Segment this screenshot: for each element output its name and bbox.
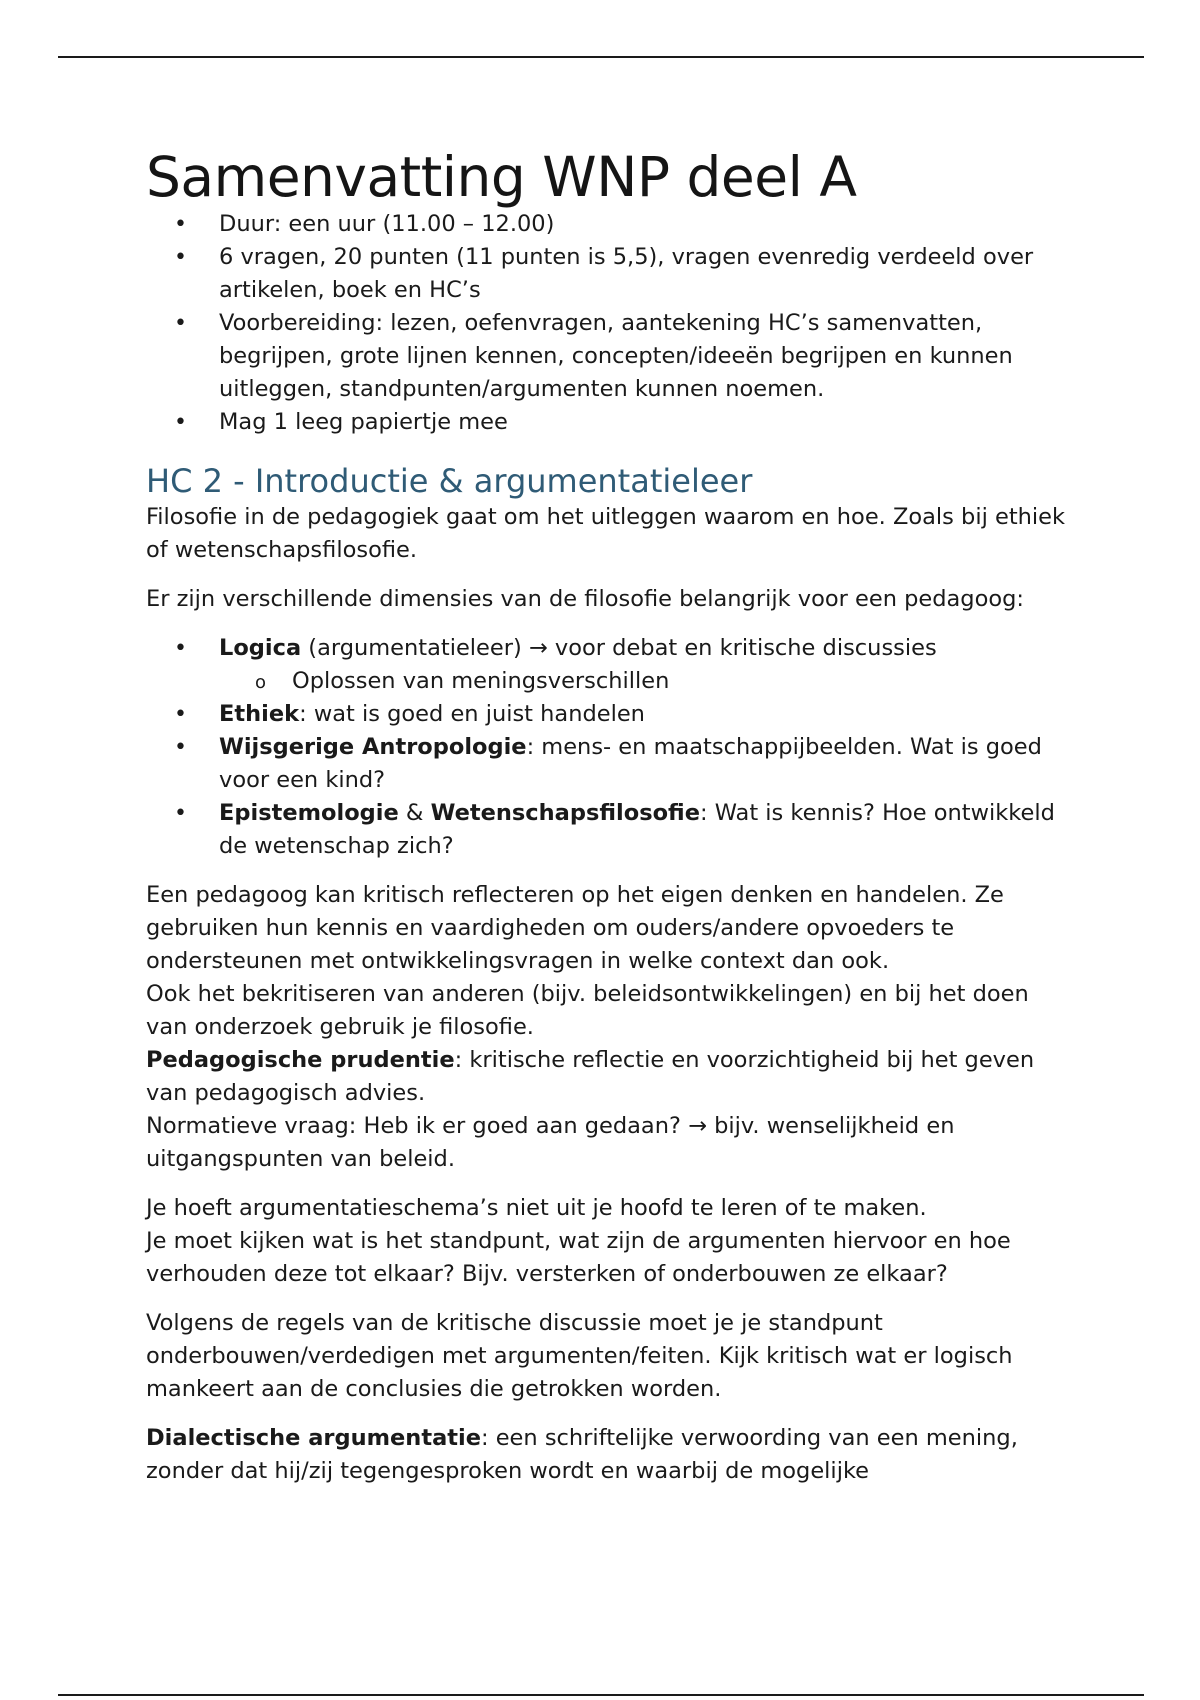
- paragraph-dialectisch: [146, 1422, 1076, 1488]
- paragraph: Ook het bekritiseren van anderen (bijv. beleidsontwikkelingen) en bij het doen van onderzoek gebruik je filosofie.: [146, 981, 1029, 1040]
- page-title: Samenvatting WNP deel A: [146, 145, 857, 209]
- term-antropologie-text: : mens- en maatschappijbeelden. Wat is goed voor een kind?: [219, 734, 1042, 793]
- paragraph: Je moet kijken wat is het standpunt, wat zijn de argumenten hiervoor en hoe verhouden deze tot elkaar? Bijv. versterken of onderbouwen ze elkaar?: [146, 1228, 1011, 1287]
- paragraph: Er zijn verschillende dimensies van de filosofie belangrijk voor een pedagoog:: [146, 586, 1024, 612]
- list-item-epistemologie: [174, 797, 1076, 863]
- intro-list: [174, 208, 1076, 439]
- list-item: • 6 vragen, 20 punten (11 punten is 5,5), vragen evenredig verdeeld over artikelen, boek en HC’s: [174, 241, 1076, 307]
- term-dialectisch: Dialectische argumentatie: [146, 1425, 481, 1451]
- list-item-antropologie: [174, 731, 1076, 797]
- term-ethiek-text: : wat is goed en juist handelen: [299, 701, 645, 727]
- term-ethiek: Ethiek: [219, 701, 300, 727]
- paragraph: Je hoeft argumentatieschema’s niet uit je hoofd te leren of te maken.: [146, 1195, 927, 1221]
- paragraph-prudentie: [146, 1044, 1076, 1110]
- list-item: • Mag 1 leeg papiertje mee: [174, 406, 1076, 439]
- term-epistemologie: Epistemologie: [219, 800, 399, 826]
- term-logica-text: (argumentatieleer) → voor debat en kritische discussies: [301, 635, 937, 661]
- dimensions-list: [174, 632, 1076, 863]
- term-prudentie: Pedagogische prudentie: [146, 1047, 455, 1073]
- sub-list-item: o Oplossen van meningsverschillen: [247, 665, 1076, 698]
- list-item-logica: [174, 632, 1076, 698]
- document-body: [146, 146, 1076, 1488]
- list-item: • Voorbereiding: lezen, oefenvragen, aantekening HC’s samenvatten, begrijpen, grote lijnen kennen, concepten/ideeën begrijpen en kunnen uitleggen, standpunten/argumenten kunnen noemen.: [174, 307, 1076, 406]
- footer-rule: [58, 1694, 1144, 1696]
- section-heading: HC 2 - Introductie & argumentatieleer: [146, 462, 753, 500]
- paragraph: Normatieve vraag: Heb ik er goed aan gedaan? → bijv. wenselijkheid en uitgangspunten van beleid.: [146, 1113, 955, 1172]
- logica-sublist: [219, 665, 1076, 698]
- term-epistemologie-text: : Wat is kennis? Hoe ontwikkeld de wetenschap zich?: [219, 800, 1055, 859]
- header-rule: [58, 56, 1144, 58]
- term-dialectisch-text: : een schriftelijke verwoording van een mening, zonder dat hij/zij tegengesproken wordt en waarbij de mogelijke: [146, 1425, 1018, 1484]
- list-item: • Duur: een uur (11.00 – 12.00): [174, 208, 1076, 241]
- ampersand: &: [398, 800, 431, 826]
- list-item-ethiek: [174, 698, 1076, 731]
- paragraph: Een pedagoog kan kritisch reflecteren op het eigen denken en handelen. Ze gebruiken hun kennis en vaardigheden om ouders/andere opvoeders te ondersteunen met ontwikkelingsvragen in welke context dan ook.: [146, 882, 1004, 974]
- paragraph: Volgens de regels van de kritische discussie moet je je standpunt onderbouwen/verdedigen met argumenten/feiten. Kijk kritisch wat er logisch mankeert aan de conclusies die getrokken worden.: [146, 1310, 1013, 1402]
- term-wetenschapsfilosofie: Wetenschapsfilosofie: [430, 800, 700, 826]
- paragraph: Filosofie in de pedagogiek gaat om het uitleggen waarom en hoe. Zoals bij ethiek of wetenschapsfilosofie.: [146, 504, 1066, 563]
- term-prudentie-text: : kritische reflectie en voorzichtigheid bij het geven van pedagogisch advies.: [146, 1047, 1035, 1106]
- term-logica: Logica: [219, 635, 302, 661]
- term-antropologie: Wijsgerige Antropologie: [219, 734, 527, 760]
